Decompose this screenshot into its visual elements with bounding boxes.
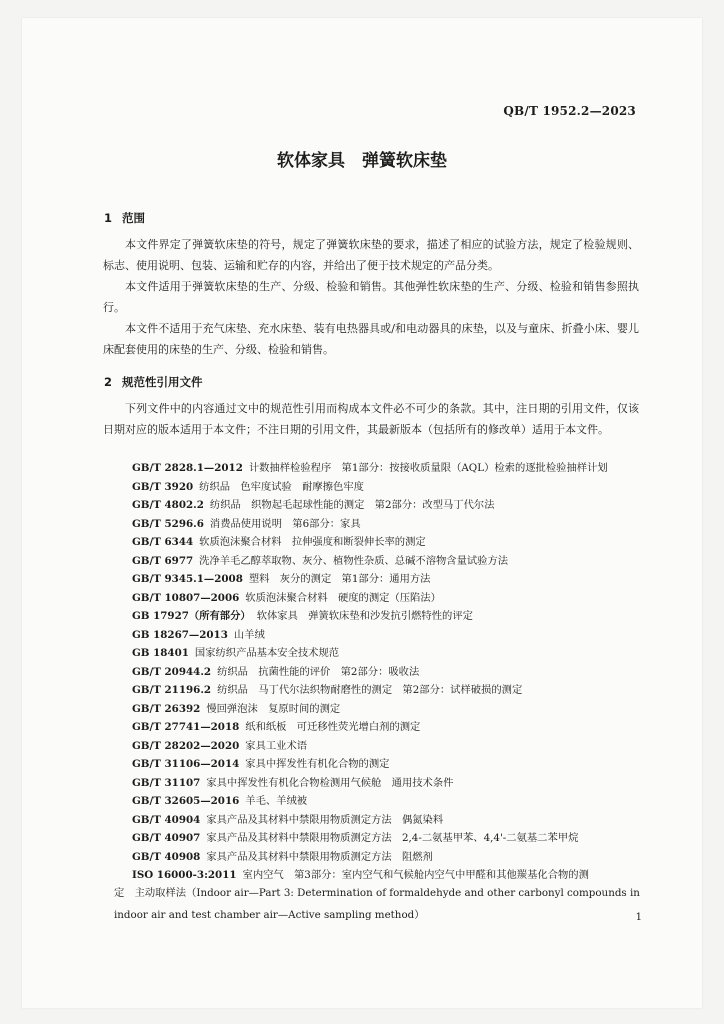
reference-code: GB 18267—2013 — [132, 628, 228, 641]
reference-item — [132, 681, 652, 700]
reference-item — [132, 644, 652, 663]
reference-code: GB/T 6977 — [132, 554, 194, 567]
reference-item — [132, 533, 652, 552]
reference-code: GB 17927（所有部分） — [132, 610, 251, 622]
reference-item — [132, 829, 652, 848]
reference-code: GB/T 21196.2 — [132, 684, 212, 696]
reference-title: 计数抽样检验程序 第1部分：按接收质量限（AQL）检索的逐批检验抽样计划 — [248, 462, 608, 474]
reference-title: 纺织品 织物起毛起球性能的测定 第2部分：改型马丁代尔法 — [209, 499, 495, 511]
reference-item — [132, 607, 652, 626]
reference-code: GB/T 4802.2 — [132, 499, 204, 511]
references-intro: 下列文件中的内容通过文中的规范性引用而构成本文件必不可少的条款。其中，注日期的引用文件，仅该日期对应的版本适用于本文件；不注日期的引用文件，其最新版本（包括所有的修改单）适用于本文件。 — [103, 402, 639, 436]
reference-item — [132, 663, 652, 682]
reference-item — [132, 478, 652, 497]
reference-item — [132, 811, 652, 830]
scope-paragraph-2: 本文件适用于弹簧软床垫的生产、分级、检验和销售。其他弹性软床垫的生产、分级、检验和销售参照执行。 — [103, 280, 639, 314]
reference-title: 消费品使用说明 第6部分：家具 — [209, 517, 361, 530]
reference-item — [132, 552, 652, 571]
section-title: 范围 — [122, 211, 145, 225]
reference-item — [132, 737, 652, 756]
reference-list — [132, 459, 652, 885]
reference-code: GB/T 20944.2 — [132, 665, 212, 678]
reference-item — [132, 792, 652, 811]
reference-code: GB/T 31106—2014 — [132, 758, 240, 770]
reference-code: GB/T 40908 — [132, 850, 201, 863]
page-number: 1 — [635, 912, 642, 923]
reference-title: 国家纺织产品基本安全技术规范 — [194, 647, 340, 659]
reference-code: GB/T 32605—2016 — [132, 795, 240, 807]
reference-title: 洗净羊毛乙醇萃取物、灰分、植物性杂质、总碱不溶物含量试验方法 — [199, 554, 509, 567]
reference-title: 纸和纸板 可迁移性荧光增白剂的测定 — [245, 721, 421, 733]
reference-item — [132, 496, 652, 515]
reference-title: 塑料 灰分的测定 第1部分：通用方法 — [248, 573, 431, 585]
reference-code: GB/T 40907 — [132, 832, 201, 844]
reference-title: 家具产品及其材料中禁限用物质测定方法 2,4-二氨基甲苯、4,4'-二氨基二苯甲烷 — [206, 832, 579, 844]
reference-code: GB/T 28202—2020 — [132, 739, 240, 752]
reference-item — [132, 570, 652, 589]
reference-title: 家具中挥发性有机化合物检测用气候舱 通用技术条件 — [206, 776, 454, 789]
reference-title: 室内空气 第3部分：室内空气和气候舱内空气中甲醛和其他羰基化合物的测 — [242, 869, 589, 881]
reference-code: GB/T 3920 — [132, 480, 194, 493]
section-number: 1 — [104, 211, 113, 225]
reference-title: 慢回弹泡沫 复原时间的测定 — [206, 702, 341, 715]
reference-item — [132, 755, 652, 774]
reference-item — [132, 515, 652, 534]
reference-code: GB/T 10807—2006 — [132, 591, 240, 604]
section-1-heading — [104, 210, 145, 226]
reference-item — [132, 626, 652, 645]
reference-title: 软质泡沫聚合材料 硬度的测定（压陷法） — [245, 591, 441, 604]
reference-title: 家具产品及其材料中禁限用物质测定方法 阻燃剂 — [206, 850, 433, 863]
reference-title: 羊毛、羊绒被 — [245, 795, 308, 807]
reference-title: 纺织品 抗菌性能的评价 第2部分：吸收法 — [217, 665, 420, 678]
reference-title: 山羊绒 — [233, 628, 265, 641]
section-2-heading — [104, 374, 203, 390]
scope-paragraph-3: 本文件不适用于充气床垫、充水床垫、装有电热器具或/和电动器具的床垫，以及与童床、折叠小床、婴儿床配套使用的床垫的生产、分级、检验和销售。 — [103, 322, 639, 356]
reference-title: 家具工业术语 — [245, 739, 308, 752]
standard-code: QB/T 1952.2—2023 — [503, 104, 636, 118]
reference-code: GB/T 40904 — [132, 813, 201, 826]
reference-code: ISO 16000-3:2011 — [132, 869, 237, 881]
reference-code: GB/T 5296.6 — [132, 517, 204, 530]
reference-title: 纺织品 色牢度试验 耐摩擦色牢度 — [199, 480, 364, 493]
reference-item — [132, 718, 652, 737]
section-number: 2 — [104, 375, 113, 389]
reference-item — [132, 848, 652, 867]
reference-code: GB/T 26392 — [132, 702, 201, 715]
reference-code: GB/T 2828.1—2012 — [132, 462, 243, 474]
reference-title: 家具产品及其材料中禁限用物质测定方法 偶氮染料 — [206, 813, 444, 826]
reference-code: GB/T 31107 — [132, 776, 201, 789]
reference-item — [132, 700, 652, 719]
section-title: 规范性引用文件 — [122, 375, 203, 389]
scope-paragraph-1: 本文件界定了弹簧软床垫的符号，规定了弹簧软床垫的要求，描述了相应的试验方法，规定了检验规则、标志、使用说明、包装、运输和贮存的内容，并给出了便于技术规定的产品分类。 — [103, 238, 639, 272]
reference-title: 家具中挥发性有机化合物的测定 — [245, 758, 390, 770]
reference-title: 纺织品 马丁代尔法织物耐磨性的测定 第2部分：试样破损的测定 — [217, 684, 523, 696]
document-title: 软体家具 弹簧软床垫 — [277, 151, 447, 171]
reference-code: GB/T 9345.1—2008 — [132, 573, 243, 585]
reference-item — [132, 459, 652, 478]
iso-reference-continuation: 定 主动取样法（Indoor air—Part 3: Determination of formaldehyde and other carbonyl compounds in indoor air and test chamber air—Active sampling method） — [114, 887, 640, 921]
reference-item — [132, 774, 652, 793]
reference-title: 软体家具 弹簧软床垫和沙发抗引燃特性的评定 — [256, 610, 473, 622]
reference-code: GB/T 6344 — [132, 536, 194, 548]
reference-title: 软质泡沫聚合材料 拉伸强度和断裂伸长率的测定 — [199, 536, 426, 548]
reference-item — [132, 589, 652, 608]
reference-code: GB/T 27741—2018 — [132, 721, 240, 733]
reference-code: GB 18401 — [132, 647, 189, 659]
